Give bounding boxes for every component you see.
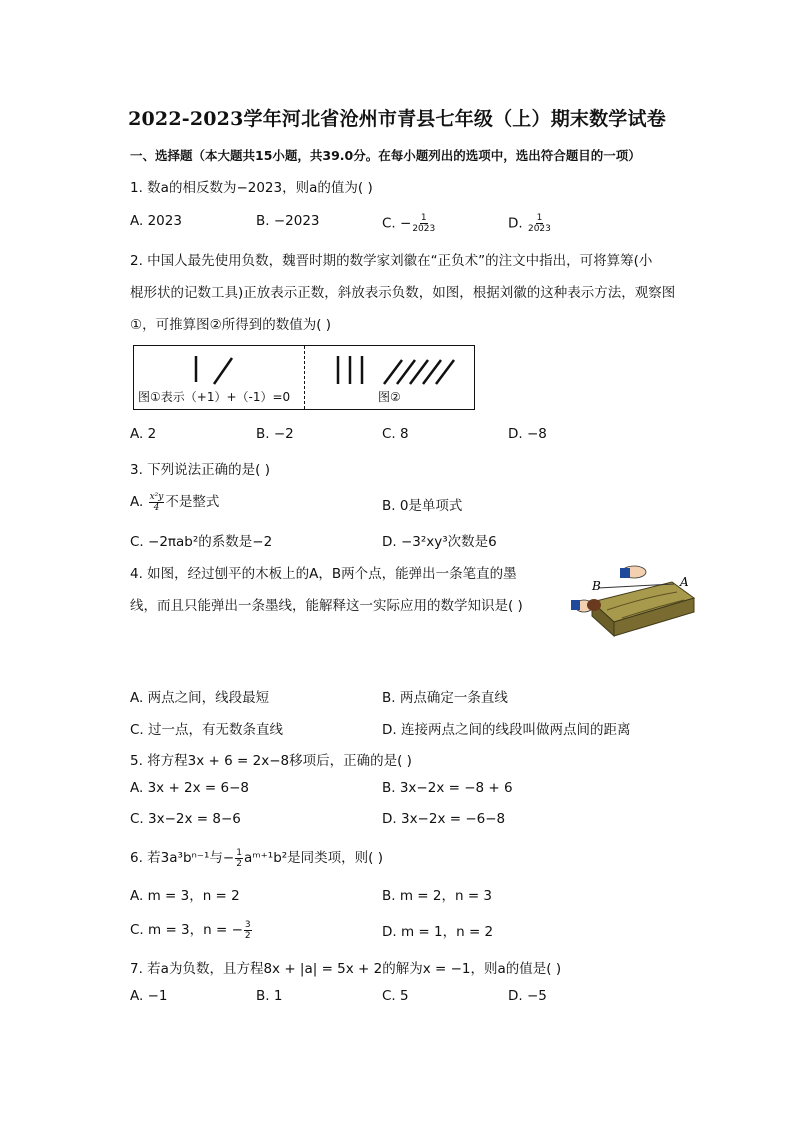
q1-option-b[interactable]: B. −2023 bbox=[256, 213, 320, 229]
point-b-label: B bbox=[592, 579, 601, 593]
question-2-line-2: 棍形状的记数工具)正放表示正数，斜放表示负数，如图，根据刘徽的这种表示方法，观察图 bbox=[130, 285, 676, 301]
q5-option-d[interactable]: D. 3x−2x = −6−8 bbox=[382, 811, 506, 827]
q1-option-d[interactable] bbox=[508, 213, 552, 234]
q6-option-b[interactable]: B. m = 2，n = 3 bbox=[382, 888, 493, 904]
q6-option-c-label: C. m = 3，n = − bbox=[130, 922, 243, 938]
question-4-line-1: 4. 如图，经过刨平的木板上的A，B两个点，能弹出一条笔直的墨 bbox=[130, 566, 517, 582]
q2-option-d[interactable]: D. −8 bbox=[508, 426, 547, 442]
q1-fraction-c: $\frac{1}{2023}$ bbox=[412, 213, 436, 234]
q6-option-a[interactable]: A. m = 3，n = 2 bbox=[130, 888, 240, 904]
q2-option-a[interactable]: A. 2 bbox=[130, 426, 157, 442]
q2-option-c[interactable]: C. 8 bbox=[382, 426, 409, 442]
counting-rods-figure bbox=[133, 345, 475, 410]
q6-stem-part-1: 6. 若3a³bⁿ⁻¹与− bbox=[130, 850, 235, 866]
figure-1-caption: 图①表示（+1）+（-1）=0 bbox=[138, 390, 291, 404]
q7-option-a[interactable]: A. −1 bbox=[130, 988, 168, 1004]
q4-option-a[interactable]: A. 两点之间，线段最短 bbox=[130, 690, 270, 706]
question-4-line-2: 线，而且只能弹出一条墨线，能解释这一实际应用的数学知识是( ) bbox=[130, 598, 523, 614]
q6-option-d[interactable]: D. m = 1，n = 2 bbox=[382, 924, 494, 940]
question-3-stem: 3. 下列说法正确的是( ) bbox=[130, 462, 270, 478]
q1-option-c[interactable] bbox=[382, 213, 436, 234]
q6-option-c[interactable] bbox=[130, 918, 253, 941]
q7-option-c[interactable]: C. 5 bbox=[382, 988, 409, 1004]
q1-option-a[interactable]: A. 2023 bbox=[130, 213, 182, 229]
q1-fraction-d: $\frac{1}{2023}$ bbox=[527, 213, 551, 234]
q3-option-d[interactable]: D. −3²xy³次数是6 bbox=[382, 534, 497, 550]
q6-fraction: $\frac{1}{2}$ bbox=[236, 847, 242, 869]
q3-option-a[interactable] bbox=[130, 490, 219, 513]
q1-option-c-label: C. − bbox=[382, 215, 412, 232]
point-a-label: A bbox=[680, 575, 689, 589]
q3-option-a-label: A. bbox=[130, 494, 148, 510]
question-5-stem: 5. 将方程3x + 6 = 2x−8移项后，正确的是( ) bbox=[130, 753, 412, 769]
question-2-line-1: 2. 中国人最先使用负数，魏晋时期的数学家刘徽在“正负术”的注文中指出，可将算筹(小 bbox=[130, 253, 653, 269]
q3-option-c[interactable]: C. −2πab²的系数是−2 bbox=[130, 534, 273, 550]
q3-option-a-text: 不是整式 bbox=[165, 494, 220, 510]
q3-fraction-a: $\frac{\text{x²y}}{4}$ bbox=[149, 491, 164, 513]
woodboard-illustration bbox=[562, 560, 697, 650]
q7-option-b[interactable]: B. 1 bbox=[256, 988, 283, 1004]
q3-option-b[interactable]: B. 0是单项式 bbox=[382, 498, 463, 514]
question-7-stem: 7. 若a为负数，且方程8x + |a| = 5x + 2的解为x = −1，则a的值是( ) bbox=[130, 961, 562, 977]
q5-option-a[interactable]: A. 3x + 2x = 6−8 bbox=[130, 780, 250, 796]
q5-option-b[interactable]: B. 3x−2x = −8 + 6 bbox=[382, 780, 513, 796]
question-6-stem bbox=[130, 846, 383, 869]
q2-option-b[interactable]: B. −2 bbox=[256, 426, 294, 442]
figure-2-caption: 图② bbox=[378, 390, 401, 404]
section-heading: 一、选择题（本大题共15小题，共39.0分。在每小题列出的选项中，选出符合题目的一项） bbox=[130, 148, 641, 163]
q4-option-b[interactable]: B. 两点确定一条直线 bbox=[382, 690, 508, 706]
page-title: 2022-2023学年河北省沧州市青县七年级（上）期末数学试卷 bbox=[128, 108, 666, 130]
q6-fraction-c: $\frac{3}{2}$ bbox=[244, 919, 251, 941]
q6-stem-part-2: aᵐ⁺¹b²是同类项，则( ) bbox=[243, 850, 384, 866]
question-1-stem: 1. 数a的相反数为−2023，则a的值为( ) bbox=[130, 180, 373, 196]
q1-option-d-label: D. bbox=[508, 215, 527, 232]
q4-option-c[interactable]: C. 过一点，有无数条直线 bbox=[130, 722, 284, 738]
q5-option-c[interactable]: C. 3x−2x = 8−6 bbox=[130, 811, 241, 827]
q7-option-d[interactable]: D. −5 bbox=[508, 988, 547, 1004]
q4-option-d[interactable]: D. 连接两点之间的线段叫做两点间的距离 bbox=[382, 722, 631, 738]
question-2-line-3: ①，可推算图②所得到的数值为( ) bbox=[130, 317, 332, 333]
